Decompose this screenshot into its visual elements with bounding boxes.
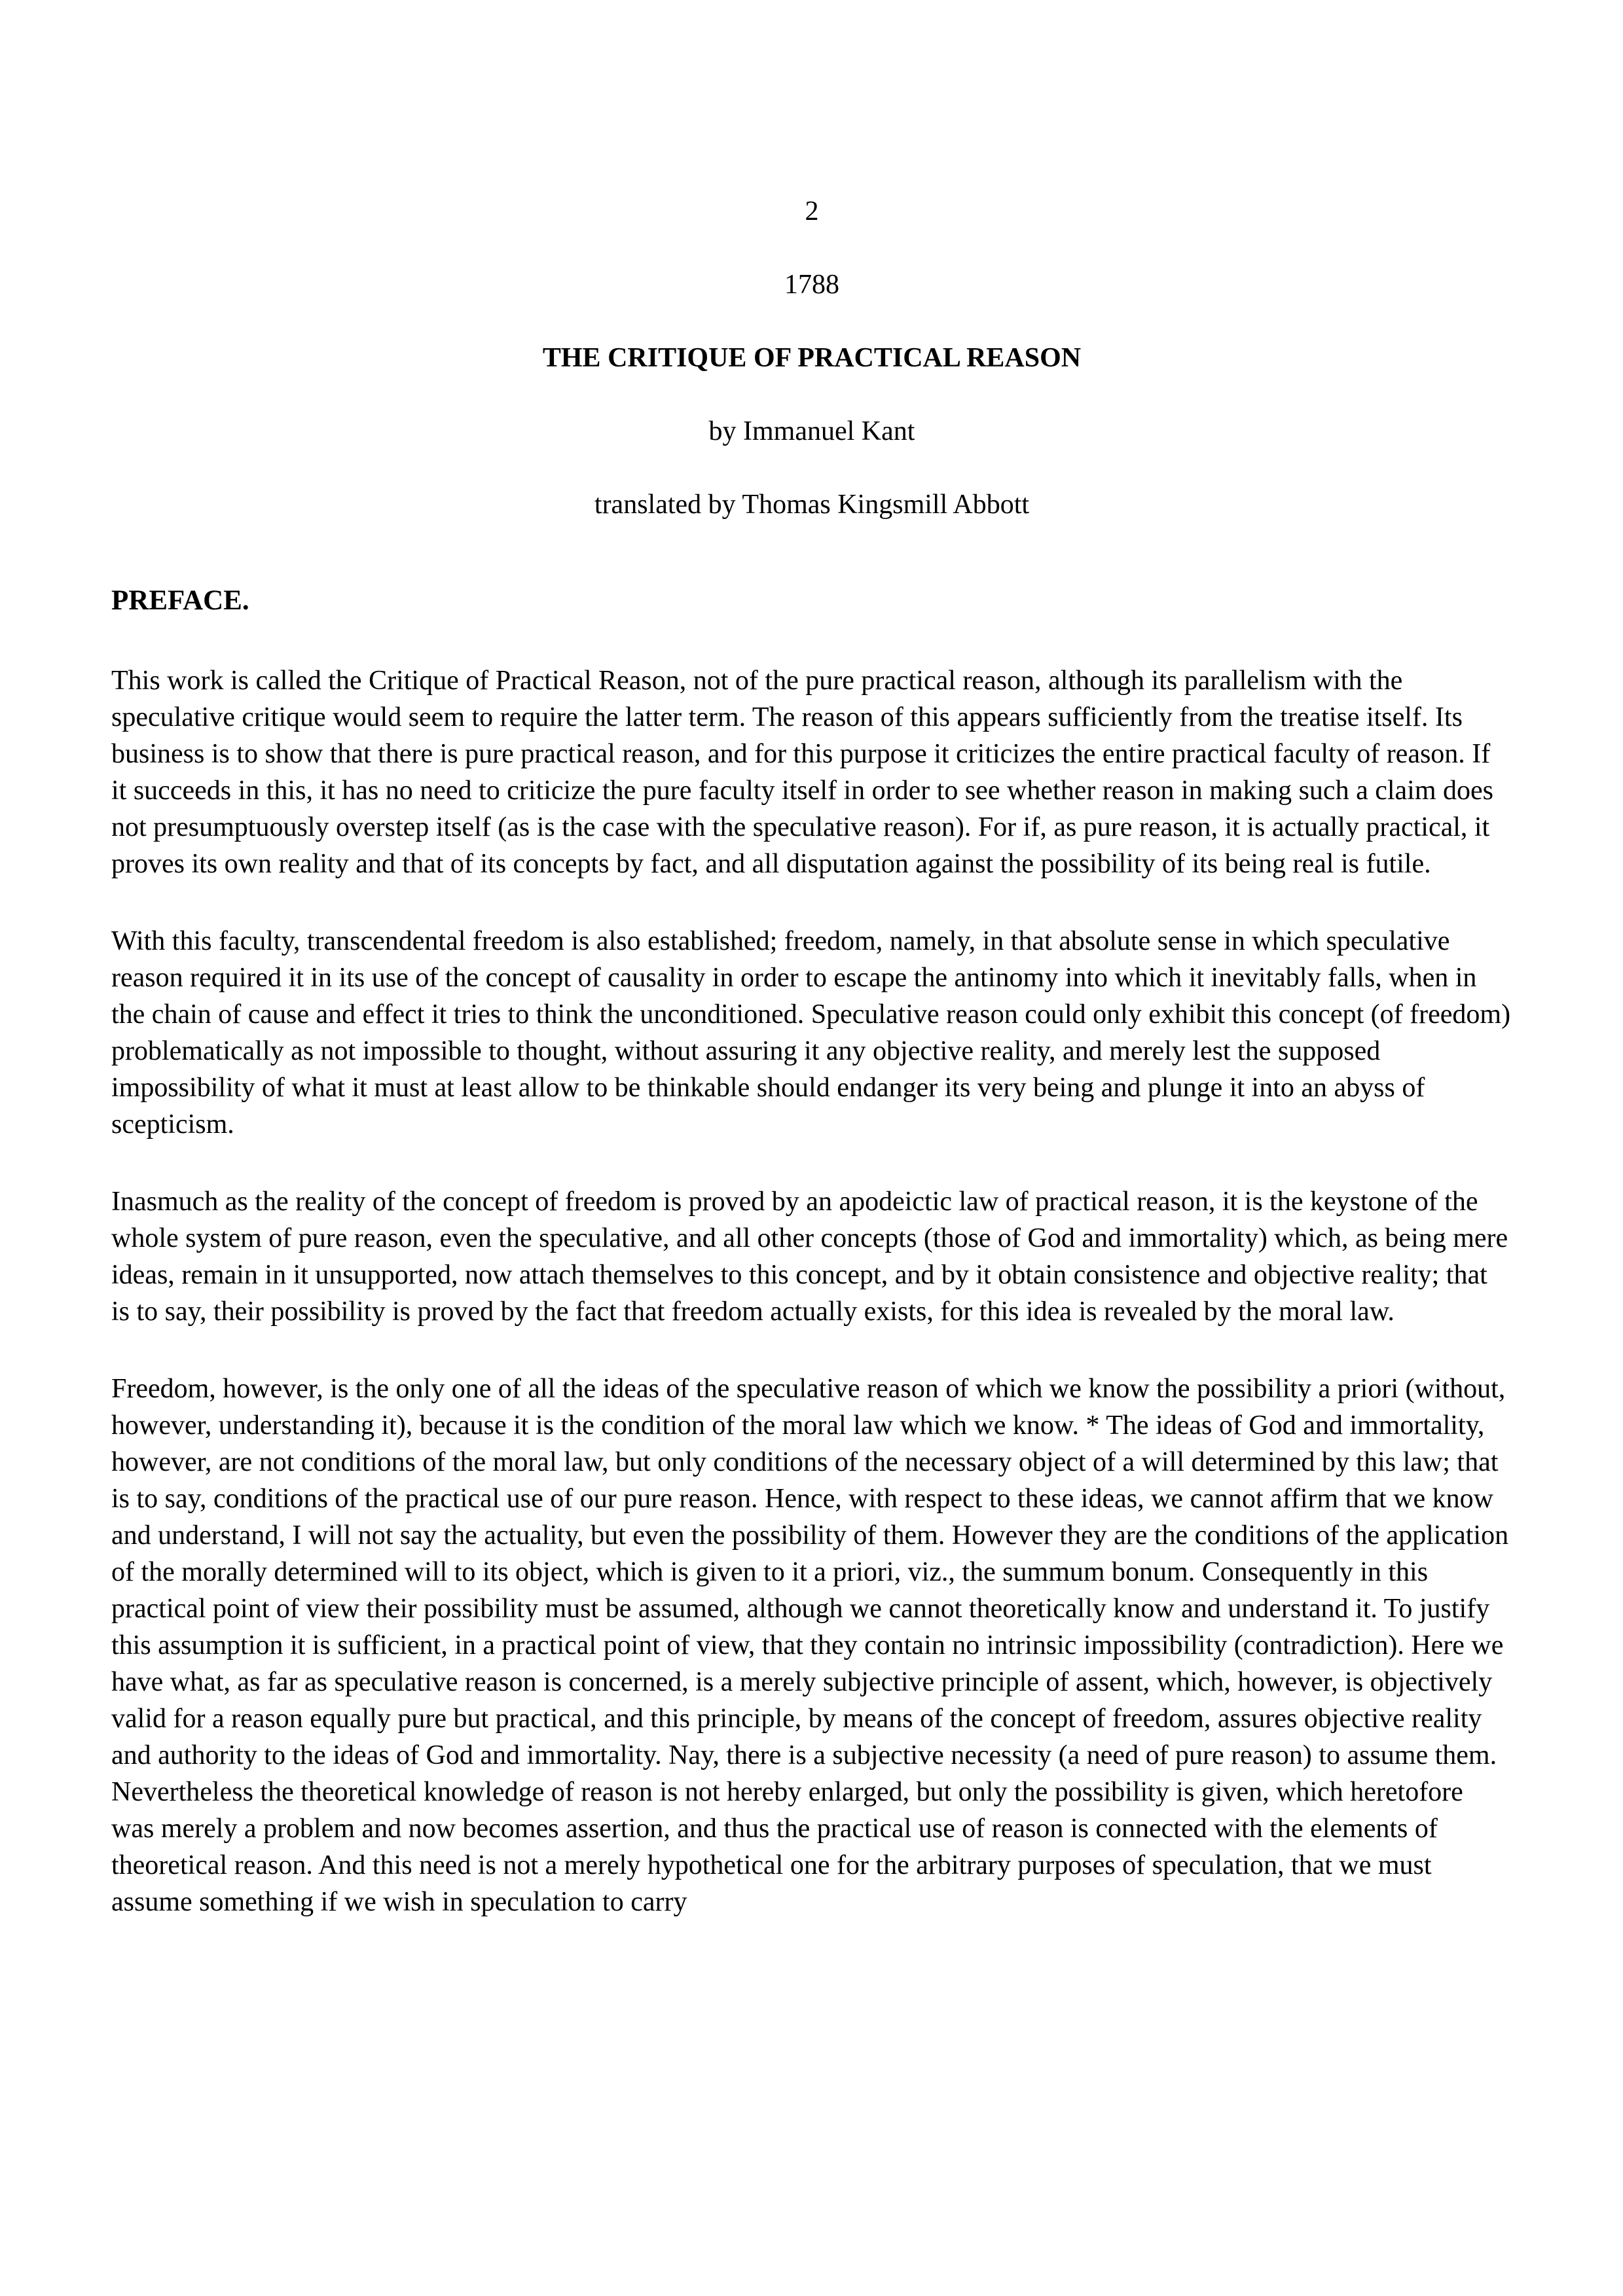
page-number: 2 (805, 196, 819, 226)
paragraph-1: This work is called the Critique of Practical Reason, not of the pure practical reason, although its parallelism with the speculative critique would seem to require the latter term. The reason of this appears sufficiently from the treatise itself. Its business is to show that there is pure practical reason, and for this purpose it criticizes the entire practical faculty of reason. If it succeeds in this, it has no need to criticize the pure faculty itself in order to see whether reason in making such a claim does not presumptuously overstep itself (as is the case with the speculative reason). For if, as pure reason, it is actually practical, it proves its own reality and that of its concepts by fact, and all disputation against the possibility of its being real is futile. (111, 666, 1493, 879)
author-byline: by Immanuel Kant (708, 416, 915, 446)
document-title: THE CRITIQUE OF PRACTICAL REASON (542, 343, 1082, 373)
paragraph-3: Inasmuch as the reality of the concept of freedom is proved by an apodeictic law of practical reason, it is the keystone of the whole system of pure reason, even the speculative, and all other concepts (those of God and immortality) which, as being mere ideas, remain in it unsupported, now attach themselves to this concept, and by it obtain consistence and objective reality; that is to say, their possibility is proved by the fact that freedom actually exists, for this idea is revealed by the moral law. (111, 1187, 1508, 1327)
section-heading-preface: PREFACE. (111, 585, 249, 616)
translator-line: translated by Thomas Kingsmill Abbott (594, 490, 1030, 520)
publication-year: 1788 (784, 270, 839, 300)
paragraph-2: With this faculty, transcendental freedom is also established; freedom, namely, in that absolute sense in which speculative reason required it in its use of the concept of causality in order to escape the antinomy into which it inevitably falls, when in the chain of cause and effect it tries to think the unconditioned. Speculative reason could only exhibit this concept (of freedom) problematically as not impossible to thought, without assuring it any objective reality, and merely lest the supposed impossibility of what it must at least allow to be thinkable should endanger its very being and plunge it into an abyss of scepticism. (111, 926, 1511, 1139)
paragraph-4: Freedom, however, is the only one of all the ideas of the speculative reason of which we know the possibility a priori (without, however, understanding it), because it is the condition of the moral law which we know. * The ideas of God and immortality, however, are not conditions of the moral law, but only conditions of the necessary object of a will determined by this law; that is to say, conditions of the practical use of our pure reason. Hence, with respect to these ideas, we cannot affirm that we know and understand, I will not say the actuality, but even the possibility of them. However they are the conditions of the application of the morally determined will to its object, which is given to it a priori, viz., the summum bonum. Consequently in this practical point of view their possibility must be assumed, although we cannot theoretically know and understand it. To justify this assumption it is sufficient, in a practical point of view, that they contain no intrinsic impossibility (contradiction). Here we have what, as far as speculative reason is concerned, is a merely subjective principle of assent, which, however, is objectively valid for a reason equally pure but practical, and this principle, by means of the concept of freedom, assures objective reality and authority to the ideas of God and immortality. Nay, there is a subjective necessity (a need of pure reason) to assume them. Nevertheless the theoretical knowledge of reason is not hereby enlarged, but only the possibility is given, which heretofore was merely a problem and now becomes assertion, and thus the practical use of reason is connected with the elements of theoretical reason. And this need is not a merely hypothetical one for the arbitrary purposes of speculation, that we must assume something if we wish in speculation to carry (111, 1374, 1509, 1917)
